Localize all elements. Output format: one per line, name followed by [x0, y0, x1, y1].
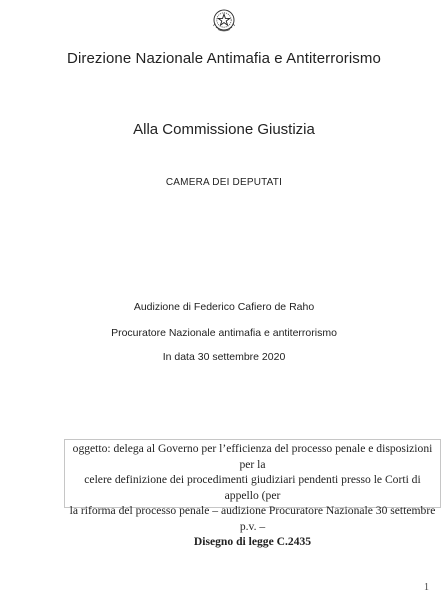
italian-republic-emblem-icon — [212, 8, 236, 34]
subject-text — [66, 441, 439, 550]
page-number: 1 — [424, 582, 429, 593]
recipient-line: Alla Commissione Giustizia — [133, 121, 315, 138]
subject-line-3: la riforma del processo penale – audizione Procuratore Nazionale 30 settembre p.v. – — [69, 504, 436, 533]
role-line: Procuratore Nazionale antimafia e antiterrorismo — [111, 327, 337, 339]
subject-line-2: celere definizione dei procedimenti giudiziari pendenti presso le Corti di appello (per — [84, 473, 421, 502]
office-title: Direzione Nazionale Antimafia e Antiterrorismo — [67, 50, 381, 67]
bill-number: Disegno di legge C.2435 — [193, 535, 312, 548]
subject-line-1: oggetto: delega al Governo per l’efficienza del processo penale e disposizioni per la — [72, 442, 433, 471]
chamber-name: CAMERA DEI DEPUTATI — [165, 177, 283, 188]
audition-line: Audizione di Federico Cafiero de Raho — [133, 301, 315, 313]
date-line: In data 30 settembre 2020 — [162, 351, 286, 363]
